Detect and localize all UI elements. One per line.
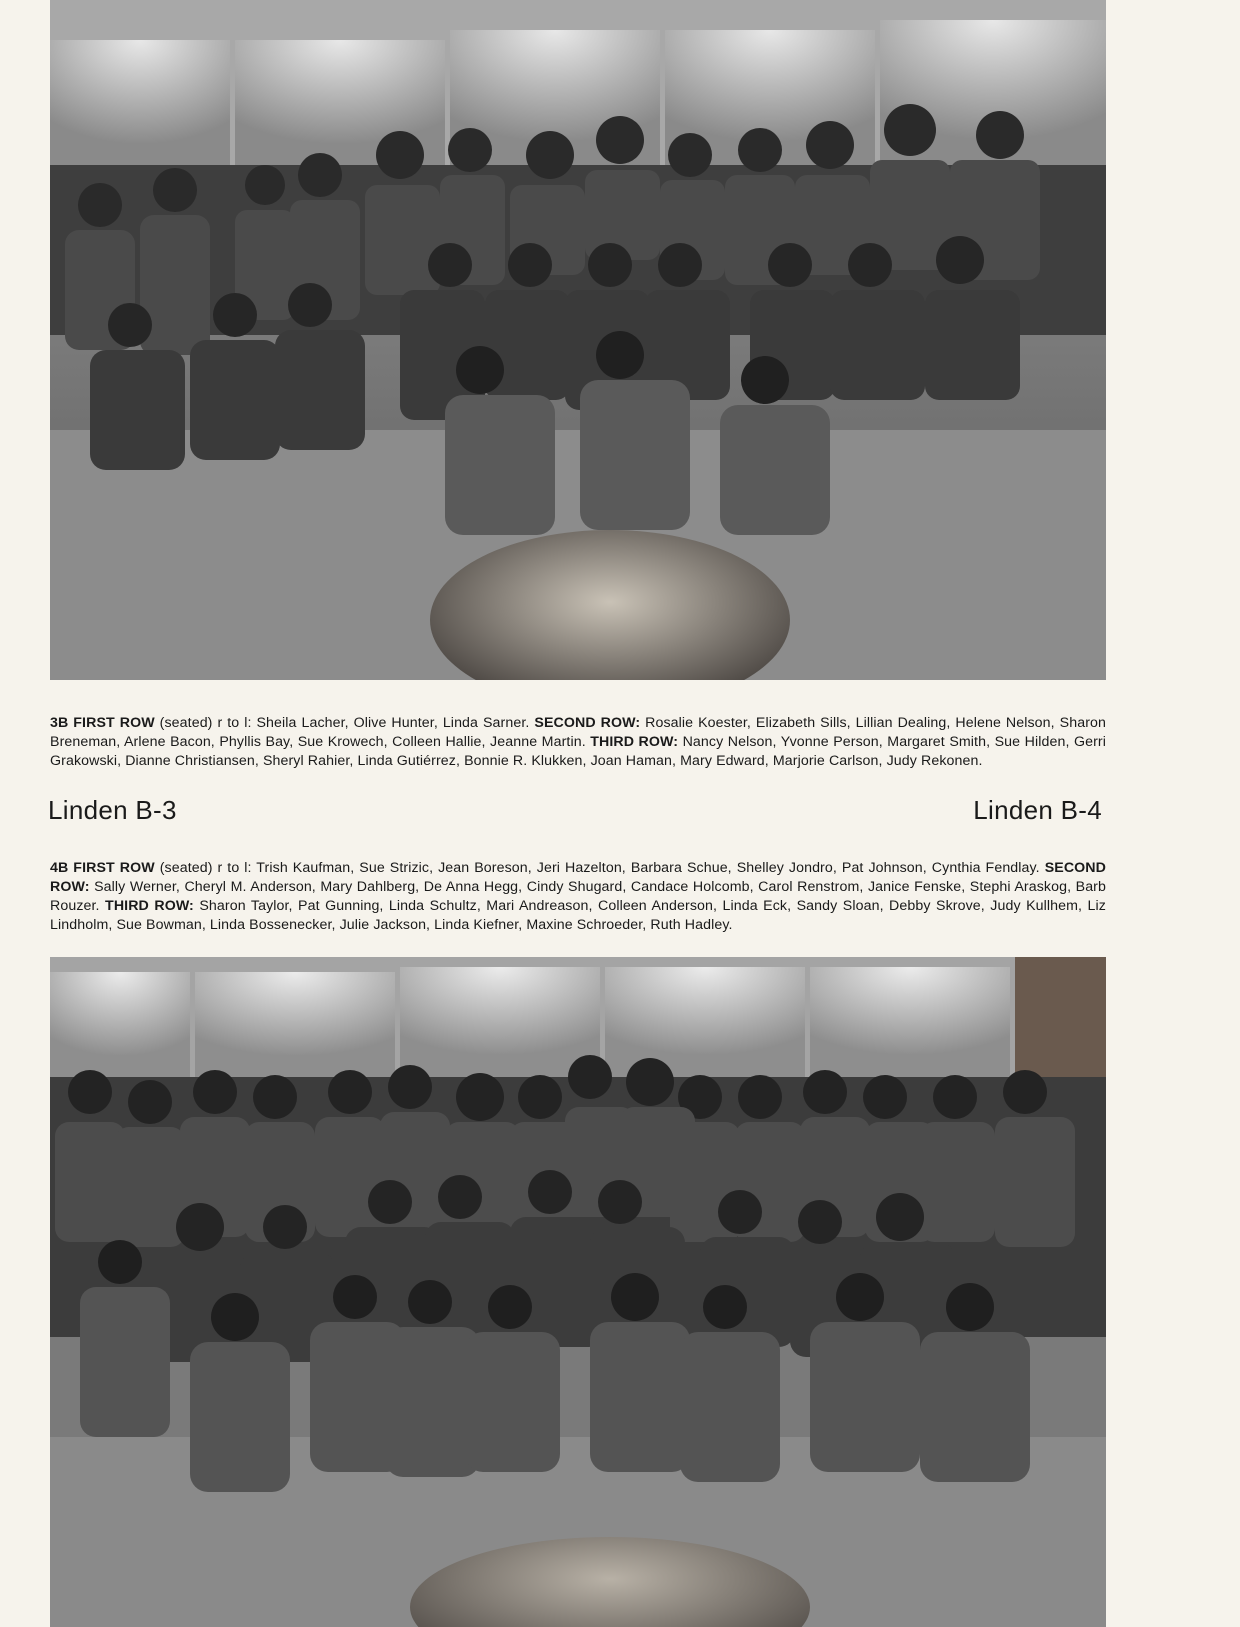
photo-b4-illustration xyxy=(50,957,1106,1627)
photo-b3-illustration xyxy=(50,0,1106,680)
caption-b3-third-label: THIRD ROW: xyxy=(590,734,679,751)
caption-b4-lead: 4B FIRST ROW xyxy=(50,860,155,877)
group-photo-linden-b4 xyxy=(50,957,1106,1627)
caption-b3-first-row: (seated) r to l: Sheila Lacher, Olive Hunter, Linda Sarner. xyxy=(154,715,535,732)
caption-b4-third-label: THIRD ROW: xyxy=(105,898,194,915)
caption-b3-second-row: Rosalie Koester, Elizabeth Sills, Lillian Dealing, Helene Nelson, Sharon Breneman, Arlene Bacon, Phyllis Bay, Sue Krowech, Colleen Hallie, Jeanne Martin. xyxy=(50,715,1106,751)
caption-linden-b3 xyxy=(50,714,1106,771)
caption-b3-lead: 3B FIRST ROW xyxy=(50,715,155,732)
caption-b4-second-label: SECOND ROW: xyxy=(50,860,1106,896)
caption-b4-first-row: (seated) r to l: Trish Kaufman, Sue Strizic, Jean Boreson, Jeri Hazelton, Barbara Schue, Shelley Jondro, Pat Johnson, Cynthia Fendlay. xyxy=(154,860,1045,877)
caption-b4-third-row: Sharon Taylor, Pat Gunning, Linda Schultz, Mari Andreason, Colleen Anderson, Linda Eck, Sandy Sloan, Debby Skrove, Judy Kullhem, Liz Lindholm, Sue Bowman, Linda Bossenecker, Julie Jackson, Linda Kiefner, Maxine Schroeder, Ruth Hadley. xyxy=(50,898,1106,934)
heading-linden-b3: Linden B-3 xyxy=(48,795,177,825)
caption-b3-third-row: Nancy Nelson, Yvonne Person, Margaret Smith, Sue Hilden, Gerri Grakowski, Dianne Christiansen, Sheryl Rahier, Linda Gutiérrez, Bonnie R. Klukken, Joan Haman, Mary Edward, Marjorie Carlson, Judy Rekonen. xyxy=(50,734,1106,770)
heading-linden-b4: Linden B-4 xyxy=(973,795,1102,825)
group-photo-linden-b3 xyxy=(50,0,1106,680)
caption-b4-second-row: Sally Werner, Cheryl M. Anderson, Mary Dahlberg, De Anna Hegg, Cindy Shugard, Candace Holcomb, Carol Renstrom, Janice Fenske, Stephi Araskog, Barb Rouzer. xyxy=(50,879,1106,915)
caption-b3-second-label: SECOND ROW: xyxy=(534,715,641,732)
caption-linden-b4 xyxy=(50,859,1106,935)
